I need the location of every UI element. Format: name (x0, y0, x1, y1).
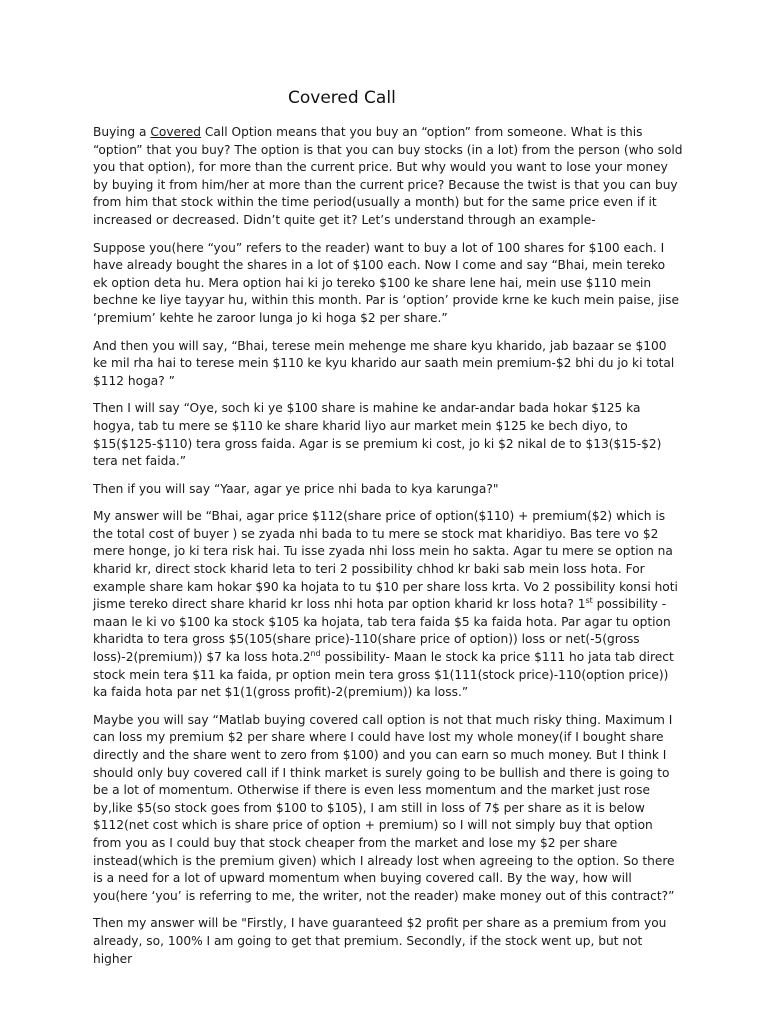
paragraph-writer-answer (93, 508, 683, 702)
answer-text-part-2: possibility - maan le ki vo $100 ka stock $105 ka hojata, tab tera faida $5 ka faida hota. Par agar tu option kharidta to tera gross $5(105(share price)-110(share price of option)) loss or net(-5(gross loss)-2(premium)) $7 ka loss hota.2 (93, 597, 671, 665)
paragraph-writer-profit: Then my answer will be "Firstly, I have guaranteed $2 profit per share as a premium from you already, so, 100% I am going to get that premium. Secondly, if the stock went up, but not higher (93, 916, 667, 966)
underlined-word-covered: Covered (150, 125, 202, 139)
intro-rest-text: Call Option means that you buy an “option” from someone. What is this “option” that you buy? The option is that you can buy stocks (in a lot) from the person (who sold you that option), for more than the current price. But why would you want to lose your money by buying it from him/her at more than the current price? Because the twist is that you can buy from him that stock within the time period(usually a month) but for the same price even if it increased or decreased. Didn’t quite get it? Let’s understand through an example- (93, 125, 683, 227)
paragraph-intro (93, 124, 683, 230)
document-body (93, 124, 683, 978)
page-title: Covered Call (288, 88, 396, 108)
answer-text-part-1: My answer will be “Bhai, agar price $112(share price of option($110) + premium($2) which is the total cost of buyer ) se zyada nhi bada to tu mere se stock mat kharidiyo. Bas tere vo $2 mere honge, jo ki tera risk hai. Tu isse zyada nhi loss mein ho sakta. Agar tu mere se option na kharid kr, direct stock kharid leta to teri 2 possibility chhod kr baki sab mein loss hota. For example share kam hokar $90 ka hojata to tu $10 per share loss krta. Vo 2 possibility konsi hoti jisme tereko direct share kharid kr loss nhi hota par option kharid kr loss hota? 1 (93, 509, 678, 612)
paragraph-reader-analysis: Maybe you will say “Matlab buying covered call option is not that much risky thing. Maximum I can loss my premium $2 per share where I could have lost my whole money(if I bought share directly and the share went to zero from $100) and you can earn so much money. But I think I should only buy covered call if I think market is surely going to be bullish and there is going to be a lot of momentum. Otherwise if there is even less momentum and the market just rose by,like $5(so stock goes from $100 to $105), I am still in loss of 7$ per share as it is below $112(net cost which is share price of option + premium) so I will not simply buy that option from you as I could buy that stock cheaper from the market and lose my $2 per share instead(which is the premium given) which I already lost when agreeing to the option. So there is a need for a lot of upward momentum when buying covered call. By the way, how will you(here ‘you’ is referring to me, the writer, not the reader) make money out of this contract?” (93, 712, 675, 903)
ordinal-superscript-2: nd (310, 648, 321, 658)
answer-text-part-3: possibility- Maan le stock ka price $111 ho jata tab direct stock mein tera $11 ka faida, pr option mein tera gross $1(111(stock price)-110(option price)) ka faida hota par net $1(1(gross profit)-2(premium)) ka loss.” (93, 650, 674, 700)
ordinal-superscript-1: st (585, 596, 593, 606)
paragraph-reader-question: Then if you will say “Yaar, agar ye price nhi bada to kya karunga?" (93, 481, 499, 496)
paragraph-example: Suppose you(here “you” refers to the reader) want to buy a lot of 100 shares for $100 each. I have already bought the shares in a lot of $100 each. Now I come and say “Bhai, mein tereko ek option deta hu. Mera option hai ki jo tereko $100 ke share lene hai, mein use $110 mein bechne ke liye tayyar hu, within this month. Par is ‘option’ provide krne ke kuch mein paise, jise ‘premium’ kehte he zaroor lunga jo ki hoga $2 per share.” (93, 240, 679, 325)
paragraph-reader-reply: And then you will say, “Bhai, terese mein mehenge me share kyu kharido, jab bazaar se $100 ke mil rha hai to terese mein $110 ke kyu kharido aur saath mein premium-$2 bhi du jo ki total $112 hoga? ” (93, 338, 675, 388)
paragraph-writer-reply: Then I will say “Oye, soch ki ye $100 share is mahine ke andar-andar bada hokar $125 ka hogya, tab tu mere se $110 ke share kharid liyo aur market mein $125 ke bech diyo, to $15($125-$110) tera gross faida. Agar is se premium ki cost, jo ki $2 nikal de to $13($15-$2) tera net faida.” (93, 401, 662, 469)
intro-lead-text: Buying a (93, 125, 151, 139)
